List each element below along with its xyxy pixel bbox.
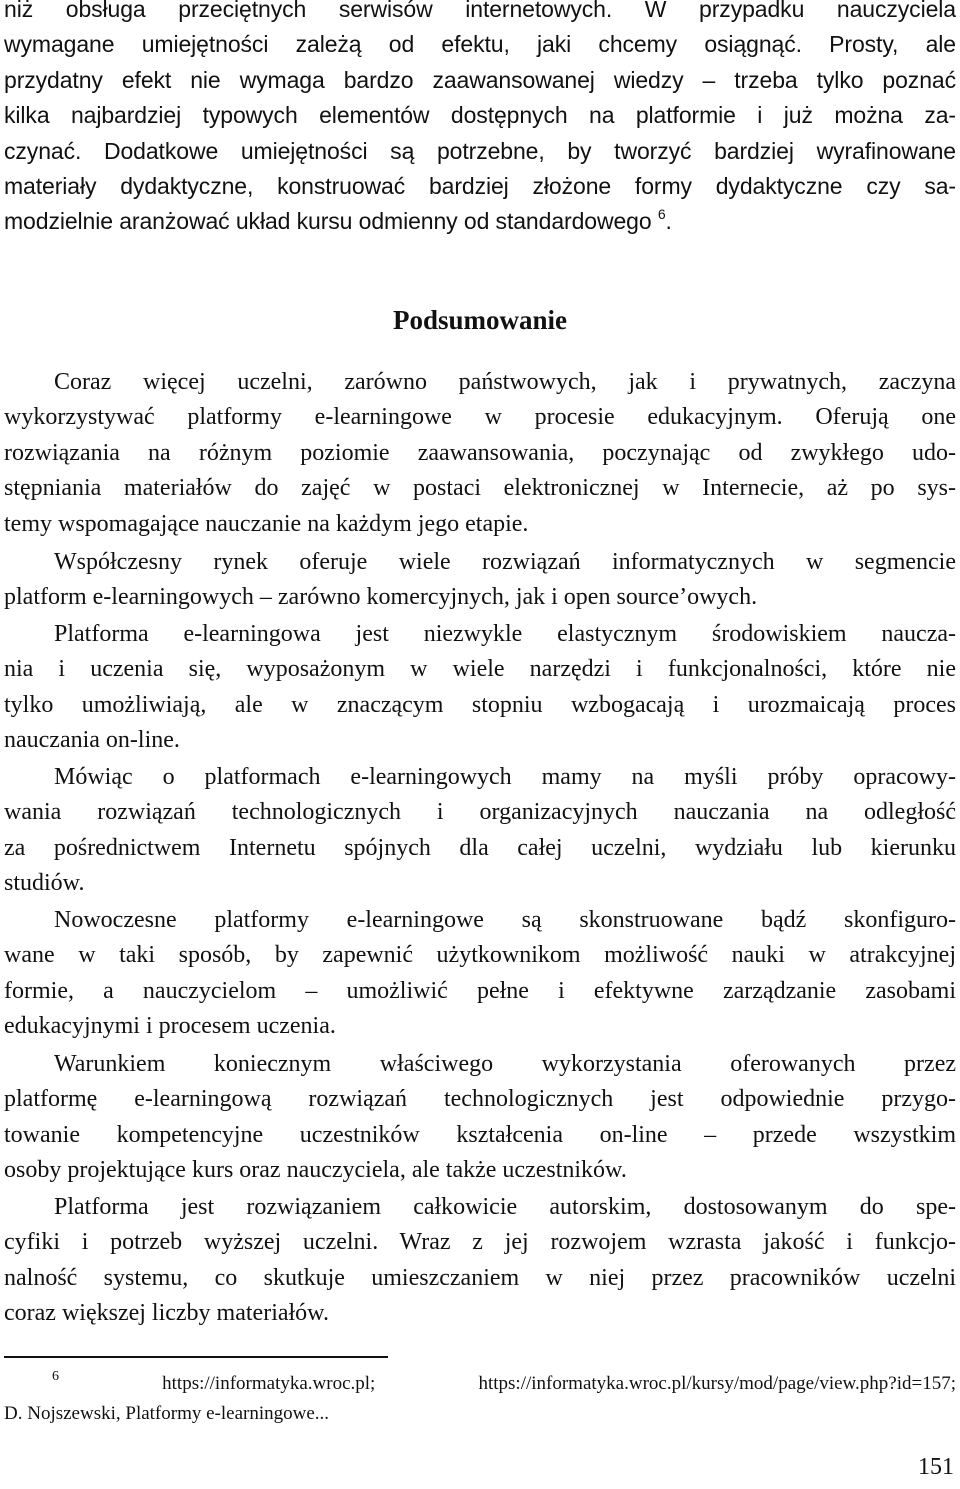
text-line: coraz większej liczby materiałów. (4, 1300, 329, 1327)
text-line: materiały dydaktyczne, konstruować bardziej złożone formy dydaktyczne czy sa- (4, 172, 956, 199)
section-heading: Podsumowanie (392, 305, 568, 335)
text-line: temy wspomagające nauczanie na każdym jego etapie. (4, 510, 529, 537)
text-line: Współczesny rynek oferuje wiele rozwiązań informatycznych w segmencie (54, 549, 956, 575)
body-paragraph (4, 545, 956, 616)
text-line: tylko umożliwiają, ale w znaczącym stopniu wzbogacają i urozmaicają proces (4, 691, 956, 718)
text-line: nalność systemu, co skutkuje umieszczaniem w niej przez pracowników uczelni (4, 1264, 956, 1291)
text-line: Platforma e-learningowa jest niezwykle elastycznym środowiskiem naucza- (54, 621, 956, 647)
text-line: formie, a nauczycielom – umożliwić pełne i efektywne zarządzanie zasobami (4, 977, 956, 1004)
text-line: kilka najbardziej typowych elementów dostępnych na platformie i już można za- (4, 102, 956, 129)
text-line: czynać. Dodatkowe umiejętności są potrzebne, by tworzyć bardziej wyrafinowane (4, 137, 956, 164)
body-paragraph (4, 760, 956, 902)
body-paragraph (4, 1047, 956, 1189)
footnote-number: 6 (52, 1368, 59, 1384)
text-line: wymagane umiejętności zależą od efektu, jaki chcemy osiągnąć. Prosty, ale (4, 31, 956, 58)
footnote-line: D. Nojszewski, Platformy e-learningowe... (4, 1403, 330, 1424)
body-paragraph (4, 365, 956, 542)
text-segment: modzielnie aranżować układ kursu odmienny od standardowego (4, 208, 652, 235)
text-line: cyfiki i potrzeb wyższej uczelni. Wraz z jej rozwojem wzrasta jakość i funkcjo- (4, 1229, 956, 1256)
intro-paragraph (4, 0, 956, 240)
text-line: za pośrednictwem Internetu spójnych dla całej uczelni, wydziału lub kierunku (4, 834, 956, 861)
text-line: Nowoczesne platformy e-learningowe są skonstruowane bądź skonfiguro- (54, 907, 956, 933)
footnote-divider (4, 1356, 388, 1358)
text-line: wykorzystywać platformy e-learningowe w procesie edukacyjnym. Oferują one (4, 404, 956, 431)
text-line: platform e-learningowych – zarówno komercyjnych, jak i open source’owych. (4, 584, 758, 611)
text-line: Coraz więcej uczelni, zarówno państwowych, jak i prywatnych, zaczyna (54, 369, 956, 395)
text-line: rozwiązania na różnym poziomie zaawansowania, poczynając od zwykłego udo- (4, 439, 956, 466)
page-number: 151 (918, 1454, 954, 1480)
body-paragraph (4, 1190, 956, 1332)
text-line: stępniania materiałów do zajęć w postaci elektronicznej w Internecie, aż po sys- (4, 475, 956, 502)
footnote-line (4, 1369, 956, 1399)
body-paragraph (4, 617, 956, 759)
text-line: niż obsługa przeciętnych serwisów internetowych. W przypadku nauczyciela (4, 0, 956, 22)
text-line: platformę e-learningową rozwiązań technologicznych jest odpowiednie przygo- (4, 1086, 956, 1113)
text-line: edukacyjnymi i procesem uczenia. (4, 1013, 336, 1040)
text-line: Platforma jest rozwiązaniem całkowicie autorskim, dostosowanym do spe- (54, 1194, 956, 1220)
footnote-reference[interactable]: 6 (657, 205, 666, 222)
text-line: wane w taki sposób, by zapewnić użytkownikom możliwość nauki w atrakcyjnej (4, 942, 956, 969)
text-line: nauczania on-line. (4, 727, 180, 754)
text-line: przydatny efekt nie wymaga bardzo zaawansowanej wiedzy – trzeba tylko poznać (4, 66, 956, 93)
text-line: studiów. (4, 870, 85, 897)
body-paragraph (4, 903, 956, 1045)
text-line: wania rozwiązań technologicznych i organizacyjnych nauczania na odległość (4, 799, 956, 826)
footnote-links[interactable]: https://informatyka.wroc.pl; https://informatyka.wroc.pl/kursy/mod/page/view.php?id=157; (162, 1373, 956, 1394)
footnote (4, 1369, 956, 1429)
text-line-last (4, 204, 956, 239)
text-line: osoby projektujące kurs oraz nauczyciela, ale także uczestników. (4, 1157, 627, 1184)
sentence-end: . (665, 208, 672, 235)
text-line: nia i uczenia się, wyposażonym w wiele narzędzi i funkcjonalności, które nie (4, 656, 956, 683)
text-line: Warunkiem koniecznym właściwego wykorzystania oferowanych przez (54, 1051, 956, 1077)
text-line: towanie kompetencyjne uczestników kształcenia on-line – przede wszystkim (4, 1121, 956, 1148)
text-line: Mówiąc o platformach e-learningowych mamy na myśli próby opracowy- (54, 764, 956, 790)
